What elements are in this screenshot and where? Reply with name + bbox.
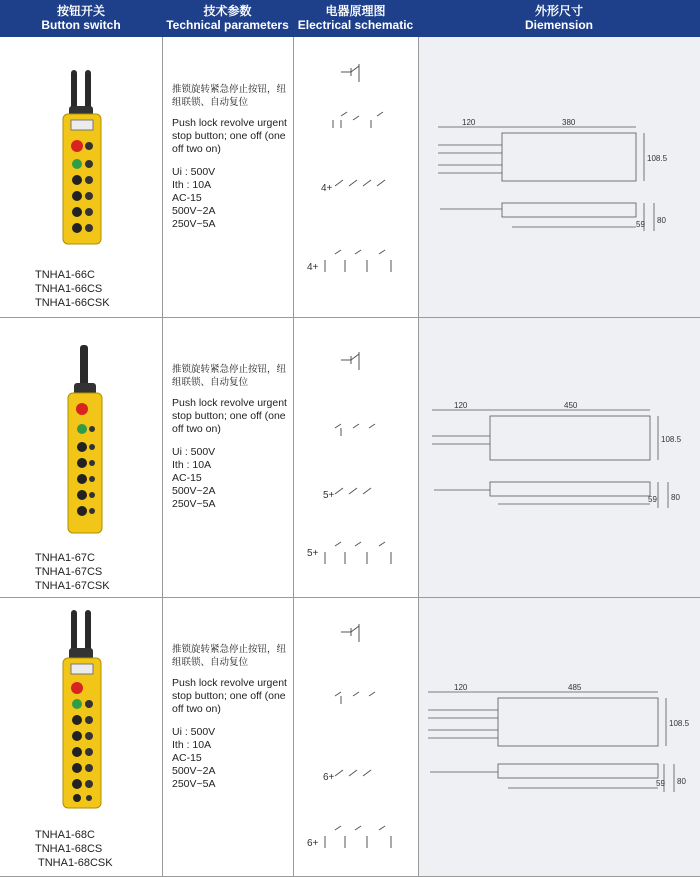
divider [0, 597, 700, 598]
model-list: TNHA1-68C TNHA1-68CS TNHA1-68CSK [35, 829, 113, 869]
divider [162, 37, 163, 877]
dimension-drawing-66c [418, 115, 700, 245]
tech-params: 推锁旋转紧急停止按钮，纽组联锁、自动复位 Push lock revolve urgent stop button; one off (one off two on) Ui : 500V Ith : 10A AC-15 500V~2A 250V~5A [172, 364, 287, 510]
svg-text:108.5: 108.5 [661, 435, 682, 444]
model-list: TNHA1-67C TNHA1-67CS TNHA1-67CSK [35, 552, 110, 592]
header-button-switch: 按钮开关 Button switch [0, 0, 162, 37]
tech-params: 推锁旋转紧急停止按钮，纽组联锁、自动复位 Push lock revolve urgent stop button; one off (one off two on) Ui : 500V Ith : 10A AC-15 500V~2A 250V~5A [172, 84, 287, 230]
svg-text:4+: 4+ [321, 183, 333, 194]
schematic-68c [293, 610, 418, 860]
svg-text:6+: 6+ [307, 838, 319, 849]
svg-text:5+: 5+ [323, 490, 335, 501]
svg-text:380: 380 [562, 118, 576, 127]
header-electrical-schematic: 电器原理图 Electrical schematic [293, 0, 418, 37]
svg-text:6+: 6+ [323, 772, 335, 783]
svg-text:120: 120 [454, 683, 468, 692]
schematic-66c [293, 50, 418, 290]
svg-text:80: 80 [657, 216, 666, 225]
header-dimension: 外形尺寸 Diemension [418, 0, 700, 37]
dimension-drawing-67c [418, 398, 700, 518]
svg-text:59: 59 [636, 220, 645, 229]
dimension-drawing-68c [418, 680, 700, 804]
svg-text:120: 120 [454, 401, 468, 410]
svg-text:5+: 5+ [307, 548, 319, 559]
svg-text:59: 59 [656, 779, 665, 788]
header-technical-parameters: 技术参数 Technical parameters [162, 0, 293, 37]
svg-text:108.5: 108.5 [647, 154, 668, 163]
model-list: TNHA1-66C TNHA1-66CS TNHA1-66CSK [35, 269, 110, 309]
pendant-image-68c [55, 610, 125, 810]
pendant-image-66c [55, 70, 125, 250]
svg-text:4+: 4+ [307, 262, 319, 273]
schematic-67c [293, 330, 418, 570]
svg-text:80: 80 [671, 493, 680, 502]
svg-text:80: 80 [677, 777, 686, 786]
svg-text:59: 59 [648, 495, 657, 504]
svg-text:450: 450 [564, 401, 578, 410]
pendant-image-67c [62, 345, 122, 535]
svg-text:120: 120 [462, 118, 476, 127]
tech-params: 推锁旋转紧急停止按钮，纽组联锁、自动复位 Push lock revolve urgent stop button; one off (one off two on) Ui : 500V Ith : 10A AC-15 500V~2A 250V~5A [172, 644, 287, 790]
divider [0, 317, 700, 318]
svg-text:108.5: 108.5 [669, 719, 690, 728]
svg-text:485: 485 [568, 683, 582, 692]
